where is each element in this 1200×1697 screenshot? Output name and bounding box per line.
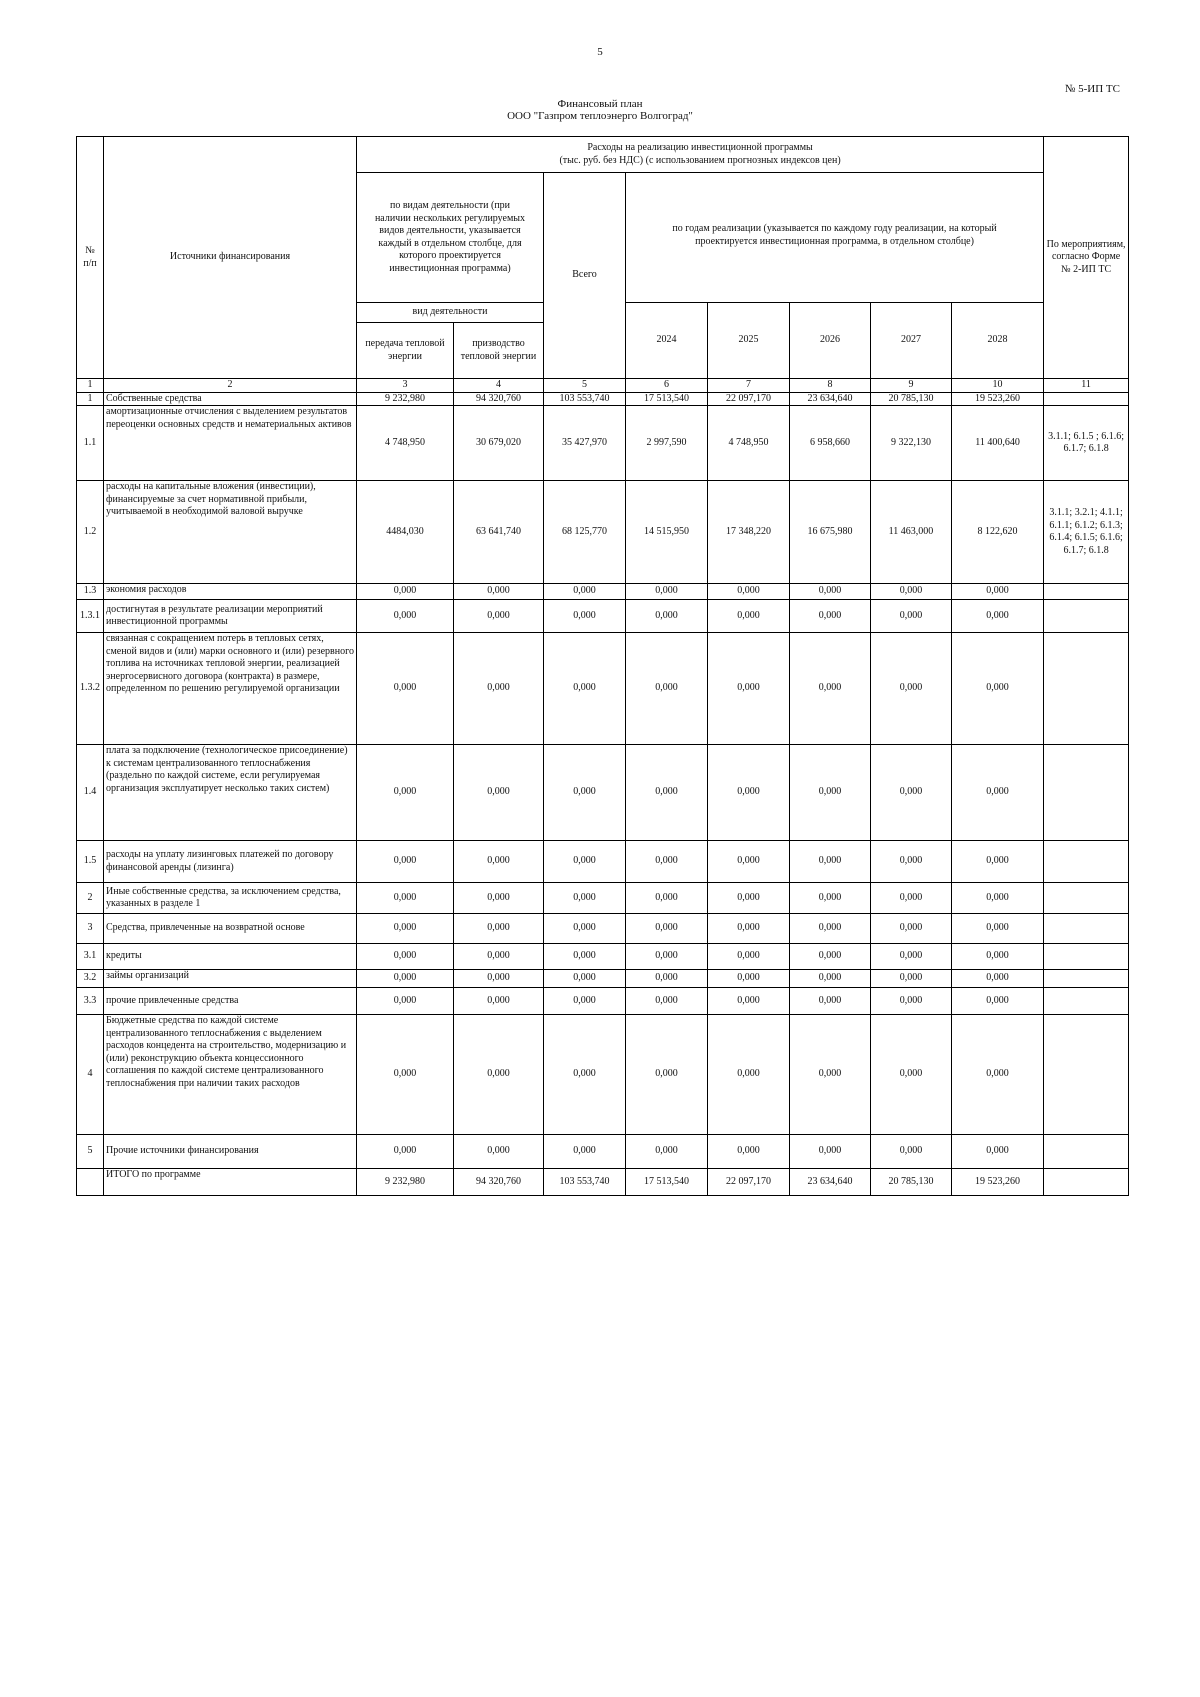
table-row <box>77 481 1129 584</box>
row-value: 0,000 <box>626 841 708 883</box>
row-value: 103 553,740 <box>544 392 626 406</box>
row-value: 22 097,170 <box>708 1169 790 1196</box>
row-value: 0,000 <box>790 944 871 970</box>
row-measures-ref <box>1044 914 1129 944</box>
row-value: 0,000 <box>871 970 952 988</box>
row-value: 0,000 <box>454 1135 544 1169</box>
header-sources: Источники финансирования <box>104 137 357 379</box>
row-measures-ref <box>1044 988 1129 1015</box>
row-value: 4 748,950 <box>357 406 454 481</box>
row-value: 0,000 <box>708 988 790 1015</box>
row-source-name: кредиты <box>104 944 357 970</box>
row-value: 0,000 <box>708 584 790 600</box>
row-value: 17 513,540 <box>626 1169 708 1196</box>
table-row <box>77 1015 1129 1135</box>
row-value: 0,000 <box>871 914 952 944</box>
row-value: 0,000 <box>454 944 544 970</box>
table-row <box>77 745 1129 841</box>
row-value: 94 320,760 <box>454 392 544 406</box>
row-value: 0,000 <box>871 633 952 745</box>
row-source-name: расходы на капитальные вложения (инвестиции), финансируемые за счет нормативной прибыли, учитываемой в необходимой валовой выручке <box>104 481 357 584</box>
row-value: 0,000 <box>544 633 626 745</box>
row-number: 1.3.2 <box>77 633 104 745</box>
col-number: 9 <box>871 379 952 393</box>
title-line-2: ООО "Газпром теплоэнерго Волгоград" <box>507 110 693 122</box>
row-value: 0,000 <box>952 841 1044 883</box>
row-value: 0,000 <box>544 1015 626 1135</box>
row-value: 0,000 <box>952 745 1044 841</box>
row-value: 0,000 <box>454 914 544 944</box>
col-number: 3 <box>357 379 454 393</box>
header-production: призводство тепловой энергии <box>454 323 544 379</box>
row-number: 3.2 <box>77 970 104 988</box>
row-measures-ref <box>1044 392 1129 406</box>
row-value: 0,000 <box>626 584 708 600</box>
row-value: 0,000 <box>454 883 544 914</box>
col-number: 1 <box>77 379 104 393</box>
row-value: 0,000 <box>708 914 790 944</box>
row-source-name: Прочие источники финансирования <box>104 1135 357 1169</box>
col-number: 2 <box>104 379 357 393</box>
header-total: Всего <box>544 173 626 379</box>
row-value: 0,000 <box>871 600 952 633</box>
row-measures-ref <box>1044 841 1129 883</box>
col-number: 6 <box>626 379 708 393</box>
header-num: № п/п <box>77 137 104 379</box>
row-value: 0,000 <box>708 600 790 633</box>
row-measures-ref <box>1044 1169 1129 1196</box>
row-value: 0,000 <box>626 600 708 633</box>
row-number <box>77 1169 104 1196</box>
row-value: 0,000 <box>357 883 454 914</box>
title-line-1: Финансовый план <box>557 98 643 110</box>
row-value: 14 515,950 <box>626 481 708 584</box>
header-year-2027: 2027 <box>871 303 952 379</box>
row-number: 1.1 <box>77 406 104 481</box>
header-expenses: Расходы на реализацию инвестиционной программы (тыс. руб. без НДС) (с использованием прогнозных индексов цен) <box>357 137 1044 173</box>
row-number: 4 <box>77 1015 104 1135</box>
table-row <box>77 406 1129 481</box>
header-by-measures: По мероприятиям, согласно Форме № 2-ИП ТС <box>1044 137 1129 379</box>
row-value: 0,000 <box>708 841 790 883</box>
header-by-years: по годам реализации (указывается по каждому году реализации, на который проектируется инвестиционная программа, в отдельном столбце) <box>626 173 1044 303</box>
row-value: 16 675,980 <box>790 481 871 584</box>
row-value: 0,000 <box>626 988 708 1015</box>
row-number: 1 <box>77 392 104 406</box>
row-source-name: расходы на уплату лизинговых платежей по договору финансовой аренды (лизинга) <box>104 841 357 883</box>
row-value: 23 634,640 <box>790 392 871 406</box>
row-value: 0,000 <box>544 841 626 883</box>
header-transmission: передача тепловой энергии <box>357 323 454 379</box>
table-row <box>77 914 1129 944</box>
row-value: 9 232,980 <box>357 1169 454 1196</box>
document-title <box>0 98 1200 122</box>
row-value: 103 553,740 <box>544 1169 626 1196</box>
row-value: 4484,030 <box>357 481 454 584</box>
financial-plan-table <box>76 136 1129 1196</box>
row-value: 0,000 <box>357 914 454 944</box>
row-source-name: Собственные средства <box>104 392 357 406</box>
table-row <box>77 1169 1129 1196</box>
row-value: 0,000 <box>790 883 871 914</box>
row-number: 1.5 <box>77 841 104 883</box>
row-value: 0,000 <box>626 633 708 745</box>
row-number: 1.3 <box>77 584 104 600</box>
row-measures-ref <box>1044 633 1129 745</box>
row-value: 0,000 <box>357 600 454 633</box>
row-value: 0,000 <box>790 914 871 944</box>
row-value: 0,000 <box>357 1015 454 1135</box>
row-measures-ref <box>1044 1135 1129 1169</box>
row-value: 0,000 <box>626 1135 708 1169</box>
table-row <box>77 392 1129 406</box>
col-number: 5 <box>544 379 626 393</box>
row-value: 0,000 <box>544 944 626 970</box>
row-value: 4 748,950 <box>708 406 790 481</box>
row-value: 0,000 <box>871 841 952 883</box>
row-number: 3.1 <box>77 944 104 970</box>
row-value: 0,000 <box>952 944 1044 970</box>
col-number: 8 <box>790 379 871 393</box>
row-value: 0,000 <box>544 883 626 914</box>
row-value: 0,000 <box>871 944 952 970</box>
row-value: 0,000 <box>952 1135 1044 1169</box>
row-source-name: амортизационные отчисления с выделением результатов переоценки основных средств и нематериальных активов <box>104 406 357 481</box>
header-year-2026: 2026 <box>790 303 871 379</box>
row-number: 3 <box>77 914 104 944</box>
row-value: 0,000 <box>626 1015 708 1135</box>
row-value: 0,000 <box>952 600 1044 633</box>
row-value: 68 125,770 <box>544 481 626 584</box>
row-value: 2 997,590 <box>626 406 708 481</box>
row-value: 0,000 <box>708 1135 790 1169</box>
row-value: 17 513,540 <box>626 392 708 406</box>
row-source-name: Иные собственные средства, за исключением средства, указанных в разделе 1 <box>104 883 357 914</box>
row-value: 0,000 <box>357 988 454 1015</box>
header-year-2028: 2028 <box>952 303 1044 379</box>
row-value: 0,000 <box>708 633 790 745</box>
row-value: 0,000 <box>790 841 871 883</box>
row-measures-ref <box>1044 745 1129 841</box>
row-value: 0,000 <box>454 841 544 883</box>
table-row <box>77 883 1129 914</box>
row-value: 22 097,170 <box>708 392 790 406</box>
row-value: 0,000 <box>544 584 626 600</box>
row-value: 0,000 <box>357 841 454 883</box>
row-value: 0,000 <box>626 883 708 914</box>
row-value: 0,000 <box>357 584 454 600</box>
row-value: 0,000 <box>871 584 952 600</box>
row-value: 23 634,640 <box>790 1169 871 1196</box>
row-value: 0,000 <box>626 914 708 944</box>
table-row <box>77 988 1129 1015</box>
row-value: 0,000 <box>357 633 454 745</box>
row-value: 11 400,640 <box>952 406 1044 481</box>
table-row <box>77 600 1129 633</box>
row-source-name: плата за подключение (технологическое присоединение) к системам централизованного теплоснабжения (раздельно по каждой системе, если регулируемая организация эксплуатирует несколько таких систем) <box>104 745 357 841</box>
row-number: 2 <box>77 883 104 914</box>
row-source-name: связанная с сокращением потерь в тепловых сетях, сменой видов и (или) марки основного и (или) резервного топлива на источниках тепловой энергии, реализацией энергосервисного договора (контракта) в размере, определенном по решению регулируемой организации <box>104 633 357 745</box>
row-measures-ref: 3.1.1; 3.2.1; 4.1.1; 6.1.1; 6.1.2; 6.1.3; 6.1.4; 6.1.5; 6.1.6; 6.1.7; 6.1.8 <box>1044 481 1129 584</box>
row-measures-ref <box>1044 944 1129 970</box>
row-value: 17 348,220 <box>708 481 790 584</box>
row-source-name: займы организаций <box>104 970 357 988</box>
row-value: 0,000 <box>454 745 544 841</box>
page-number: 5 <box>597 46 603 58</box>
column-number-row <box>77 379 1129 393</box>
row-number: 1.4 <box>77 745 104 841</box>
row-value: 35 427,970 <box>544 406 626 481</box>
row-value: 0,000 <box>952 970 1044 988</box>
row-value: 0,000 <box>626 745 708 841</box>
row-value: 0,000 <box>952 914 1044 944</box>
row-measures-ref <box>1044 584 1129 600</box>
row-source-name: достигнутая в результате реализации мероприятий инвестиционной программы <box>104 600 357 633</box>
table-row <box>77 1135 1129 1169</box>
row-measures-ref <box>1044 970 1129 988</box>
row-value: 0,000 <box>790 584 871 600</box>
row-value: 0,000 <box>454 633 544 745</box>
row-value: 0,000 <box>544 745 626 841</box>
row-value: 0,000 <box>544 914 626 944</box>
row-value: 94 320,760 <box>454 1169 544 1196</box>
row-measures-ref <box>1044 600 1129 633</box>
row-value: 0,000 <box>952 633 1044 745</box>
row-value: 0,000 <box>454 600 544 633</box>
row-value: 0,000 <box>871 1135 952 1169</box>
row-number: 1.2 <box>77 481 104 584</box>
row-source-name: прочие привлеченные средства <box>104 988 357 1015</box>
row-value: 0,000 <box>454 970 544 988</box>
row-value: 0,000 <box>790 600 871 633</box>
header-by-activity: по видам деятельности (при наличии нескольких регулируемых видов деятельности, указывается каждый в отдельном столбце, для которого проектируется инвестиционная программа) <box>357 173 544 303</box>
row-measures-ref <box>1044 1015 1129 1135</box>
row-number: 3.3 <box>77 988 104 1015</box>
row-value: 0,000 <box>357 944 454 970</box>
row-value: 0,000 <box>790 1135 871 1169</box>
row-value: 0,000 <box>357 1135 454 1169</box>
row-value: 9 232,980 <box>357 392 454 406</box>
row-value: 19 523,260 <box>952 392 1044 406</box>
row-value: 0,000 <box>357 970 454 988</box>
table-row <box>77 633 1129 745</box>
header-year-2024: 2024 <box>626 303 708 379</box>
row-value: 9 322,130 <box>871 406 952 481</box>
row-number: 1.3.1 <box>77 600 104 633</box>
row-value: 20 785,130 <box>871 1169 952 1196</box>
row-value: 6 958,660 <box>790 406 871 481</box>
col-number: 10 <box>952 379 1044 393</box>
row-value: 0,000 <box>544 988 626 1015</box>
row-source-name: экономия расходов <box>104 584 357 600</box>
row-value: 0,000 <box>454 988 544 1015</box>
row-value: 19 523,260 <box>952 1169 1044 1196</box>
row-value: 63 641,740 <box>454 481 544 584</box>
row-source-name: Бюджетные средства по каждой системе централизованного теплоснабжения с выделением расходов концедента на строительство, модернизацию и (или) реконструкцию объекта концессионного соглашения по каждой системе централизованного теплоснабжения при наличии таких расходов <box>104 1015 357 1135</box>
row-value: 0,000 <box>708 944 790 970</box>
row-value: 8 122,620 <box>952 481 1044 584</box>
row-value: 0,000 <box>626 944 708 970</box>
row-value: 0,000 <box>708 745 790 841</box>
row-value: 0,000 <box>871 1015 952 1135</box>
row-value: 0,000 <box>790 988 871 1015</box>
row-value: 0,000 <box>544 1135 626 1169</box>
row-value: 0,000 <box>708 1015 790 1135</box>
header-activity-type: вид деятельности <box>357 303 544 323</box>
row-value: 0,000 <box>454 1015 544 1135</box>
row-value: 0,000 <box>544 600 626 633</box>
row-value: 0,000 <box>790 1015 871 1135</box>
col-number: 4 <box>454 379 544 393</box>
row-value: 0,000 <box>790 970 871 988</box>
table-row <box>77 584 1129 600</box>
row-value: 0,000 <box>708 883 790 914</box>
table-row <box>77 841 1129 883</box>
form-code: № 5-ИП ТС <box>1064 83 1120 95</box>
row-measures-ref: 3.1.1; 6.1.5 ; 6.1.6; 6.1.7; 6.1.8 <box>1044 406 1129 481</box>
row-source-name: ИТОГО по программе <box>104 1169 357 1196</box>
row-source-name: Средства, привлеченные на возвратной основе <box>104 914 357 944</box>
row-value: 0,000 <box>790 745 871 841</box>
row-value: 0,000 <box>708 970 790 988</box>
row-value: 11 463,000 <box>871 481 952 584</box>
row-value: 0,000 <box>871 745 952 841</box>
row-value: 0,000 <box>871 883 952 914</box>
table-body <box>77 392 1129 1196</box>
row-number: 5 <box>77 1135 104 1169</box>
row-value: 0,000 <box>454 584 544 600</box>
row-value: 0,000 <box>952 988 1044 1015</box>
col-number: 7 <box>708 379 790 393</box>
row-measures-ref <box>1044 883 1129 914</box>
row-value: 20 785,130 <box>871 392 952 406</box>
row-value: 30 679,020 <box>454 406 544 481</box>
row-value: 0,000 <box>626 970 708 988</box>
row-value: 0,000 <box>952 883 1044 914</box>
table-row <box>77 970 1129 988</box>
row-value: 0,000 <box>544 970 626 988</box>
table-row <box>77 944 1129 970</box>
header-year-2025: 2025 <box>708 303 790 379</box>
row-value: 0,000 <box>952 584 1044 600</box>
row-value: 0,000 <box>790 633 871 745</box>
col-number: 11 <box>1044 379 1129 393</box>
row-value: 0,000 <box>871 988 952 1015</box>
row-value: 0,000 <box>357 745 454 841</box>
row-value: 0,000 <box>952 1015 1044 1135</box>
